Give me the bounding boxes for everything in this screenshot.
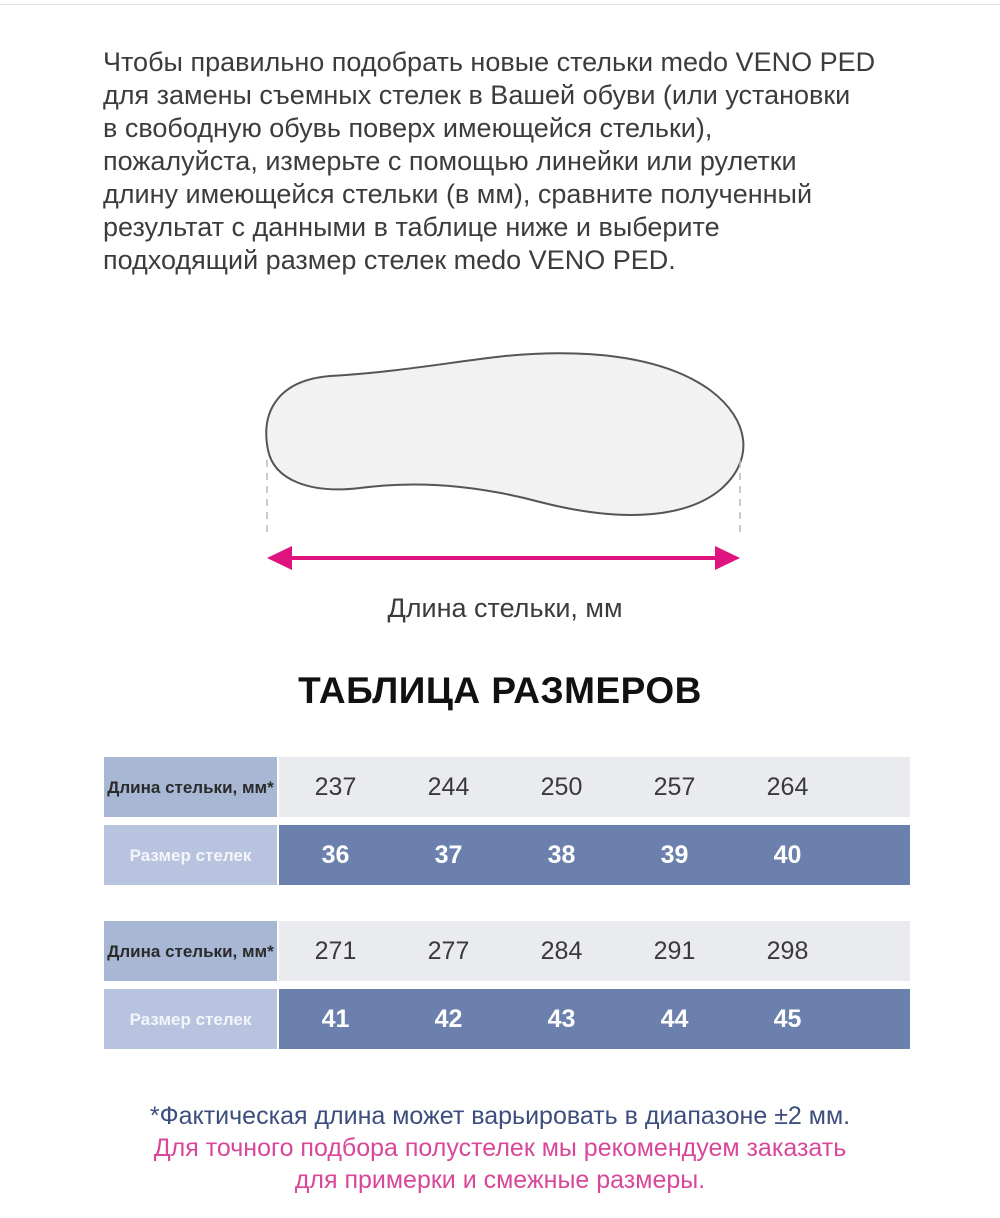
size-header: Размер стелек: [104, 989, 277, 1049]
size-cell: 44: [660, 1004, 689, 1033]
length-row: [104, 921, 910, 981]
intro-line: длину имеющейся стельки (в мм), сравните полученный: [103, 179, 813, 209]
size-cell: 36: [321, 840, 350, 869]
intro-line: в свободную обувь поверх имеющейся стельки),: [103, 113, 713, 143]
top-divider: [0, 4, 1000, 5]
length-header: Длина стельки, мм*: [104, 757, 277, 817]
footnote-recommendation-cont: для примерки и смежные размеры.: [294, 1166, 706, 1194]
intro-text: [103, 46, 923, 277]
size-cell: 38: [547, 840, 576, 869]
length-cell: 257: [653, 772, 696, 801]
length-cell: 277: [427, 936, 470, 965]
intro-line: подходящий размер стелек medo VENO PED.: [103, 245, 676, 275]
length-header: Длина стельки, мм*: [104, 921, 277, 981]
length-row: [104, 757, 910, 817]
size-row: [104, 825, 910, 885]
footnote-range: *Фактическая длина может варьировать в диапазоне ±2 мм.: [149, 1102, 851, 1130]
insole-length-label: Длина стельки, мм: [387, 593, 623, 623]
arrow-left-head-icon: [267, 546, 292, 570]
size-row: [104, 989, 910, 1049]
length-cell: 284: [540, 936, 583, 965]
footnote-recommendation: Для точного подбора полустелек мы рекомендуем заказать: [153, 1134, 847, 1162]
size-cell: 43: [547, 1004, 576, 1033]
intro-line: для замены съемных стелек в Вашей обуви (или установки: [103, 80, 851, 110]
length-cell: 237: [314, 772, 357, 801]
size-cell: 41: [321, 1004, 350, 1033]
arrow-right-head-icon: [715, 546, 740, 570]
length-cell: 264: [766, 772, 809, 801]
size-cell: 40: [773, 840, 802, 869]
size-cell: 39: [660, 840, 689, 869]
intro-line: результат с данными в таблице ниже и выберите: [103, 212, 720, 242]
size-header: Размер стелек: [104, 825, 277, 885]
table-title: ТАБЛИЦА РАЗМЕРОВ: [298, 670, 702, 711]
length-cell: 298: [766, 936, 809, 965]
size-cell: 37: [434, 840, 463, 869]
size-cell: 45: [773, 1004, 802, 1033]
length-cell: 250: [540, 772, 583, 801]
intro-line: Чтобы правильно подобрать новые стельки medo VENO PED: [103, 47, 876, 77]
intro-line: пожалуйста, измерьте с помощью линейки или рулетки: [103, 146, 797, 176]
length-cell: 291: [653, 936, 696, 965]
size-cell: 42: [434, 1004, 463, 1033]
insole-outline-icon: [266, 353, 743, 515]
insole-diagram: [250, 340, 760, 590]
length-cell: 271: [314, 936, 357, 965]
length-cell: 244: [427, 772, 470, 801]
